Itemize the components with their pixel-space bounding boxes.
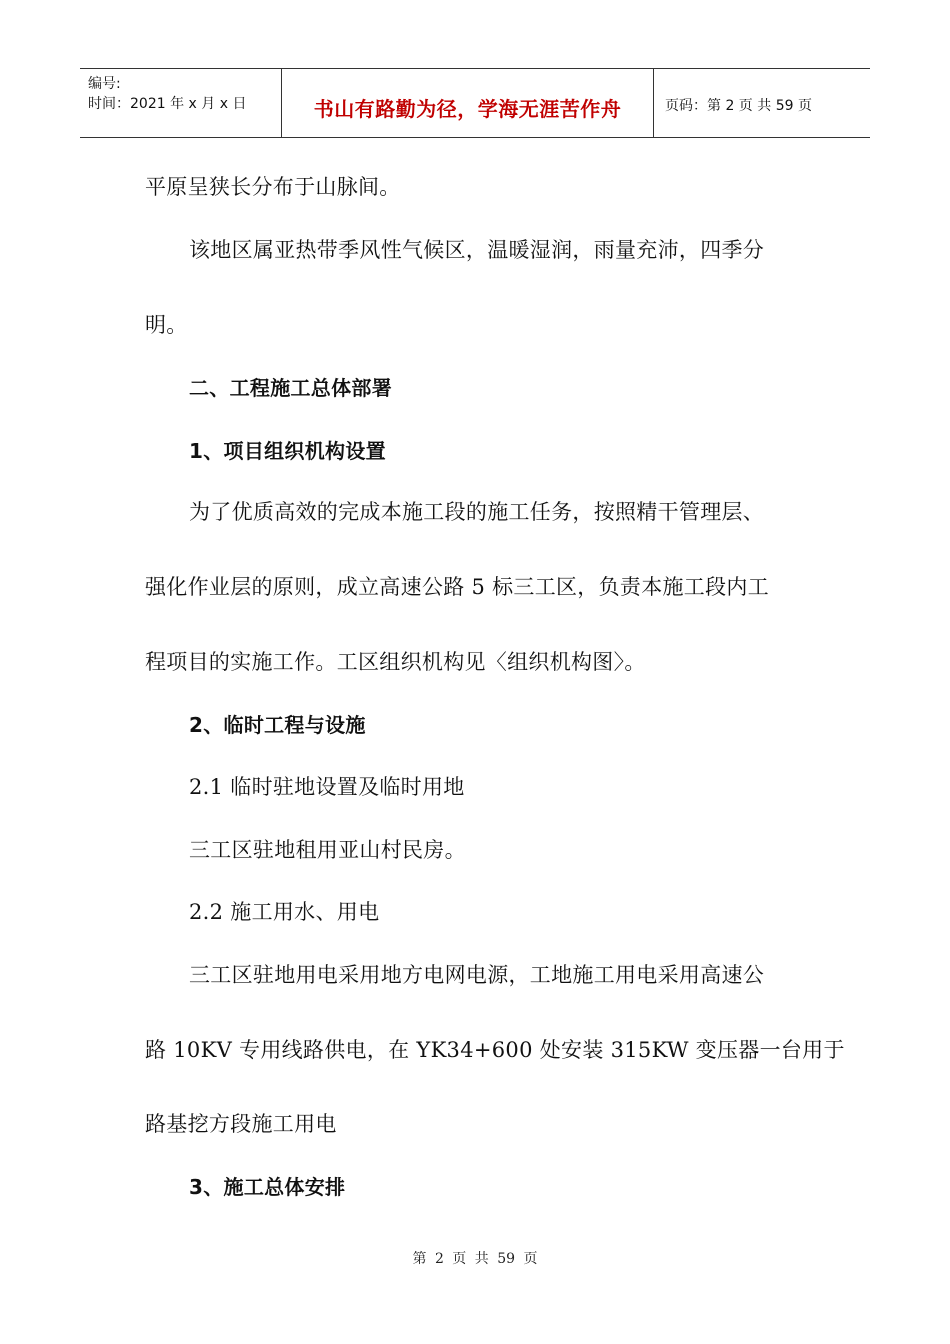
page-footer: 第 2 页 共 59 页 — [412, 1251, 538, 1267]
paragraph-line: 三工区驻地租用亚山村民房。 — [189, 838, 466, 862]
paragraph-line: 明。 — [145, 313, 188, 337]
header-page-cell — [655, 69, 870, 137]
document-number-label: 编号: — [88, 76, 121, 92]
paragraph-line: 为了优质高效的完成本施工段的施工任务，按照精干管理层、 — [189, 500, 765, 524]
section-heading: 3、施工总体安排 — [189, 1175, 346, 1199]
header-motto-cell — [282, 69, 654, 137]
paragraph-line: 强化作业层的原则，成立高速公路 5 标三工区，负责本施工段内工 — [145, 575, 770, 599]
section-heading: 2、临时工程与设施 — [189, 713, 366, 737]
page-header — [80, 68, 870, 138]
paragraph-line: 路基挖方段施工用电 — [145, 1112, 337, 1136]
paragraph-line: 路 10KV 专用线路供电，在 YK34+600 处安装 315KW 变压器一台用于 — [145, 1038, 845, 1062]
section-heading: 1、项目组织机构设置 — [189, 439, 386, 463]
header-page-info: 页码：第 2 页 共 59 页 — [665, 98, 812, 114]
document-time-label: 时间：2021 年 x 月 x 日 — [88, 96, 247, 112]
header-motto: 书山有路勤为径，学海无涯苦作舟 — [313, 97, 622, 121]
paragraph-line: 平原呈狭长分布于山脉间。 — [145, 175, 401, 199]
paragraph-line: 三工区驻地用电采用地方电网电源，工地施工用电采用高速公 — [189, 963, 765, 987]
paragraph-line: 程项目的实施工作。工区组织机构见〈组织机构图〉。 — [145, 650, 646, 674]
header-meta-cell — [80, 69, 282, 137]
paragraph-line: 该地区属亚热带季风性气候区，温暖湿润，雨量充沛，四季分 — [189, 238, 765, 262]
section-heading: 二、工程施工总体部署 — [189, 376, 392, 400]
subsection-heading: 2.1 临时驻地设置及临时用地 — [189, 775, 465, 799]
subsection-heading: 2.2 施工用水、用电 — [189, 900, 380, 924]
